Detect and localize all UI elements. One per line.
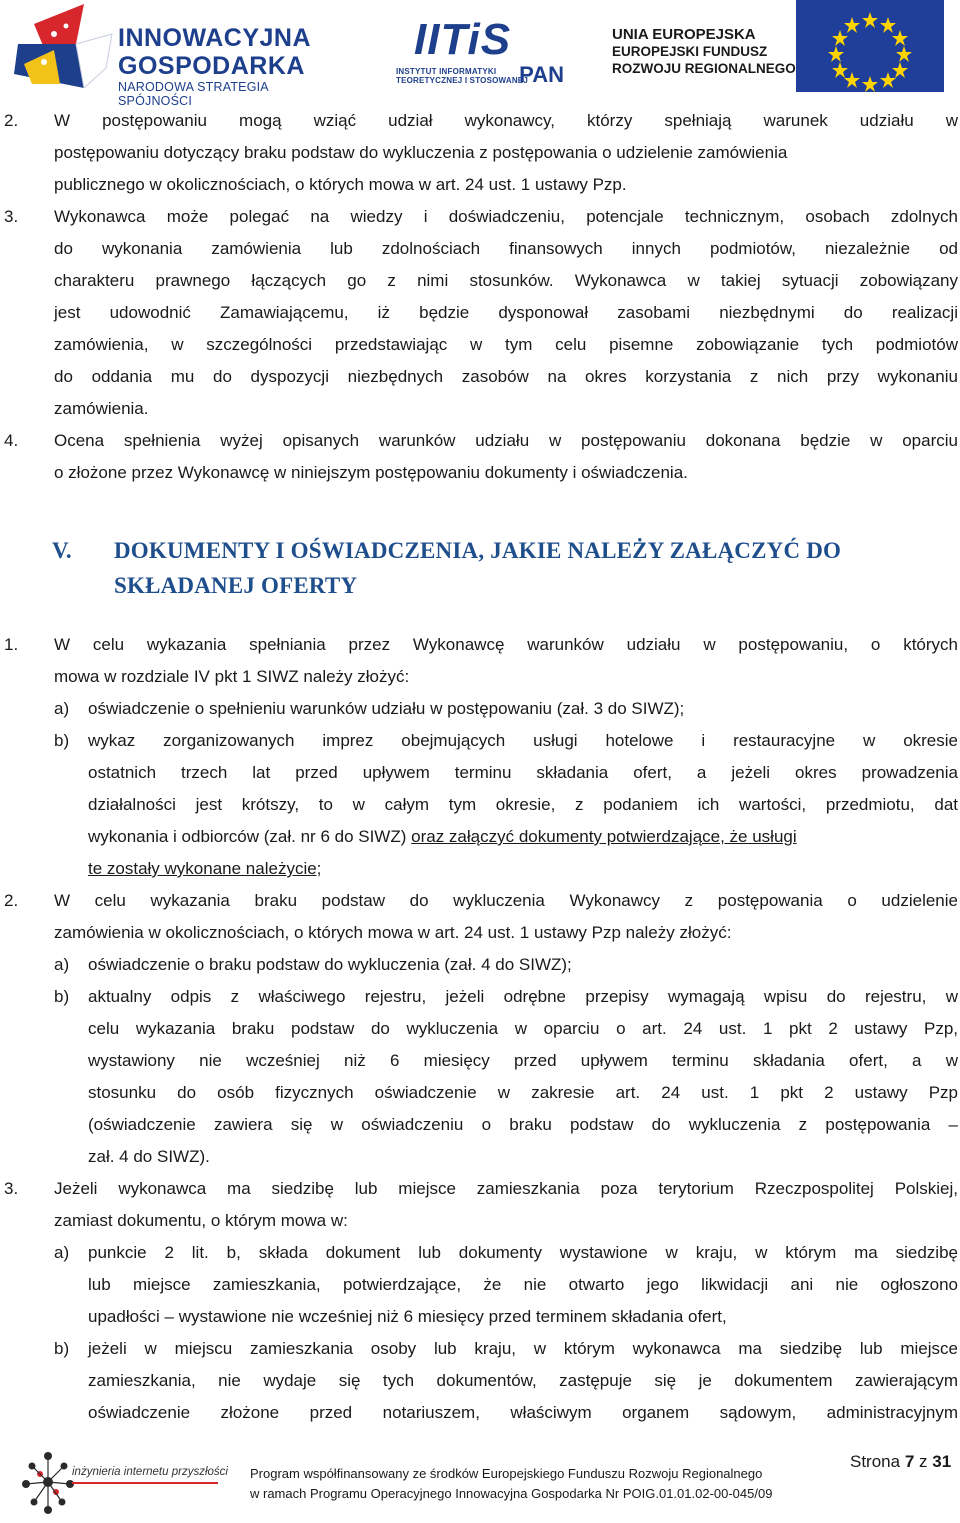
- eu-logo-line2: EUROPEJSKI FUNDUSZ: [612, 44, 768, 59]
- iitis-pan-logo: [392, 15, 566, 87]
- item-2-line2: postępowaniu dotyczący braku podstaw do wykluczenia z postępowania o udzielenie zamówienia: [54, 143, 788, 162]
- item-3-line1: Wykonawca może polegać na wiedzy i doświadczeniu, potencjale technicznym, osobach zdolnych: [54, 207, 958, 226]
- s1-line1: W celu wykazania spełniania przez Wykonawcę warunków udziału w postępowaniu, o których: [54, 635, 958, 654]
- s2-b-label: b): [54, 987, 70, 1006]
- s3-line1: Jeżeli wykonawca ma siedzibę lub miejsce zamieszkania poza terytorium Rzeczpospolitej Polskiej,: [54, 1179, 958, 1198]
- item-4-line1: Ocena spełnienia wyżej opisanych warunków udziału w postępowaniu dokonana będzie w oparciu: [54, 431, 958, 450]
- item-3-number: 3.: [4, 207, 19, 226]
- item-3-line6: do oddania mu do dyspozycji niezbędnych zasobów na okres korzystania z nich przy wykonaniu: [54, 367, 958, 386]
- item-4-line2: o złożone przez Wykonawcę w niniejszym postępowaniu dokumenty i oświadczenia.: [54, 463, 688, 482]
- eu-logo-line3: ROZWOJU REGIONALNEGO: [612, 61, 796, 76]
- s3-line2: zamiast dokumentu, o którym mowa w:: [54, 1211, 348, 1230]
- s2-a-label: a): [54, 955, 70, 974]
- innowacyjna-gospodarka-logo: [14, 4, 344, 108]
- ig-logo-line1: INNOWACYJNA: [118, 24, 312, 52]
- page-number: [850, 1452, 951, 1472]
- s1-b-line2: ostatnich trzech lat przed upływem terminu składania ofert, a jeżeli okres prowadzenia: [88, 763, 958, 782]
- s2-a-text: oświadczenie o braku podstaw do wykluczenia (zał. 4 do SIWZ);: [88, 955, 572, 974]
- item-2-line3: publicznego w okolicznościach, o których mowa w art. 24 ust. 1 ustawy Pzp.: [54, 175, 627, 194]
- s3-number: 3.: [4, 1179, 19, 1198]
- page-header: [0, 0, 960, 108]
- s3-a-line3: upadłości – wystawione nie wcześniej niż 6 miesięcy przed terminem składania ofert,: [88, 1307, 727, 1326]
- s1-b-line5: te zostały wykonane należycie;: [88, 859, 322, 878]
- s1-number: 1.: [4, 635, 19, 654]
- s2-line1: W celu wykazania braku podstaw do wykluczenia Wykonawcy z postępowania o udzielenie: [54, 891, 958, 910]
- iitis-logo-word: IITiS: [414, 15, 512, 64]
- ig-logo-line3: NARODOWA STRATEGIA SPÓJNOŚCI: [118, 80, 269, 108]
- item-4-number: 4.: [4, 431, 19, 450]
- iip-logo-text: inżynieria internetu przyszłości: [72, 1466, 228, 1478]
- iip-logo: [18, 1448, 228, 1518]
- s2-b-line2: celu wykazania braku podstaw do wykluczenia w oparciu o art. 24 ust. 1 pkt 2 ustawy Pzp,: [88, 1019, 958, 1038]
- s1-b-line4-underlined: oraz załączyć dokumenty potwierdzające, że usługi: [411, 827, 797, 846]
- s3-b-line3: oświadczenie złożone przed notariuszem, właściwym organem sądowym, administracyjnym: [88, 1403, 958, 1422]
- item-3-line2: do wykonania zamówienia lub zdolnościach finansowych innych podmiotów, niezależnie od: [54, 239, 958, 258]
- s3-a-line1: punkcie 2 lit. b, składa dokument lub dokumenty wystawione w kraju, w którym ma siedzibę: [88, 1243, 958, 1262]
- eu-fund-logo: [612, 20, 956, 84]
- s2-b-line6: zał. 4 do SIWZ).: [88, 1147, 210, 1166]
- s1-b-line1: wykaz zorganizowanych imprez obejmujących usługi hotelowe i restauracyjne w okresie: [88, 731, 958, 750]
- item-3-line5: zamówienia, w szczególności przedstawiając w tym celu pisemne zobowiązanie tych podmiotów: [54, 335, 958, 354]
- footer-funding-line1: Program współfinansowany ze środków Europejskiego Funduszu Rozwoju Regionalnego: [250, 1466, 763, 1481]
- iip-network-icon: [18, 1448, 78, 1518]
- s1-a-text: oświadczenie o spełnieniu warunków udziału w postępowaniu (zał. 3 do SIWZ);: [88, 699, 685, 718]
- section-title-line1: DOKUMENTY I OŚWIADCZENIA, JAKIE NALEŻY ZAŁĄCZYĆ DO: [114, 538, 842, 563]
- s2-number: 2.: [4, 891, 19, 910]
- item-2-line1: W postępowaniu mogą wziąć udział wykonawcy, którzy spełniają warunek udziału w: [54, 111, 958, 130]
- section-title-line2: SKŁADANEJ OFERTY: [114, 573, 358, 598]
- s2-b-line3: wystawiony nie wcześniej niż 6 miesięcy przed upływem terminu składania ofert, a w: [88, 1051, 958, 1070]
- page-prefix: Strona: [850, 1452, 901, 1471]
- s2-b-line5: (oświadczenie zawiera się w oświadczeniu o braku podstaw do wykluczenia z postępowania –: [88, 1115, 958, 1134]
- s3-b-line2: zamieszkania, nie wydaje się tych dokumentów, zastępuje się je dokumentem zawierającym: [88, 1371, 958, 1390]
- iitis-logo-pan: PAN: [519, 62, 564, 87]
- item-3-line7: zamówienia.: [54, 399, 149, 418]
- s1-b-label: b): [54, 731, 70, 750]
- s3-a-line2: lub miejsce zamieszkania, potwierdzające, że nie otwarto jego likwidacji ani nie ogłoszono: [88, 1275, 958, 1294]
- s2-b-line1: aktualny odpis z właściwego rejestru, jeżeli odrębne przepisy wymagają wpisu do rejestru, w: [88, 987, 958, 1006]
- item-3-line4: jest udowodnić Zamawiającemu, iż będzie dysponował zasobami niezbędnymi do realizacji: [54, 303, 958, 322]
- s3-a-label: a): [54, 1243, 70, 1262]
- ig-logo-line2: GOSPODARKA: [118, 52, 305, 80]
- eu-logo-line1: UNIA EUROPEJSKA: [612, 26, 756, 43]
- section-number: V.: [52, 538, 72, 563]
- page-sep: z: [919, 1452, 928, 1471]
- s1-b-line3: działalności jest krótszy, to w całym tym okresie, z podaniem ich wartości, przedmiotu, dat: [88, 795, 958, 814]
- page-current: 7: [904, 1452, 915, 1471]
- s2-line2: zamówienia w okolicznościach, o których mowa w art. 24 ust. 1 ustawy Pzp należy złożyć:: [54, 923, 732, 942]
- footer-funding-line2: w ramach Programu Operacyjnego Innowacyjna Gospodarka Nr POIG.01.01.02-00-045/09: [250, 1486, 773, 1501]
- s3-b-label: b): [54, 1339, 70, 1358]
- s1-b-line4: [88, 826, 797, 848]
- iip-logo-rule: [72, 1482, 218, 1484]
- s2-b-line4: stosunku do osób fizycznych oświadczenie w zakresie art. 24 ust. 1 pkt 2 ustawy Pzp: [88, 1083, 958, 1102]
- s1-line2: mowa w rozdziale IV pkt 1 SIWZ należy złożyć:: [54, 667, 410, 686]
- s3-b-line1: jeżeli w miejscu zamieszkania osoby lub kraju, w którym wykonawca ma siedzibę lub miejsce: [88, 1339, 958, 1358]
- page-total: 31: [932, 1452, 952, 1471]
- iitis-logo-sub1: INSTYTUT INFORMATYKI: [396, 67, 497, 76]
- iitis-logo-sub2: TEORETYCZNEJ I STOSOWANEJ: [396, 76, 528, 85]
- innowacyjna-gospodarka-mark-icon: [14, 4, 114, 88]
- s1-a-label: a): [54, 699, 70, 718]
- s1-b-line4-plain: wykonania i odbiorców (zał. nr 6 do SIWZ): [88, 827, 412, 846]
- item-3-line3: charakteru prawnego łączących go z nimi stosunków. Wykonawca w takiej sytuacji zobowiązany: [54, 271, 958, 290]
- eu-flag-icon: [796, 0, 944, 92]
- item-2-number: 2.: [4, 111, 19, 130]
